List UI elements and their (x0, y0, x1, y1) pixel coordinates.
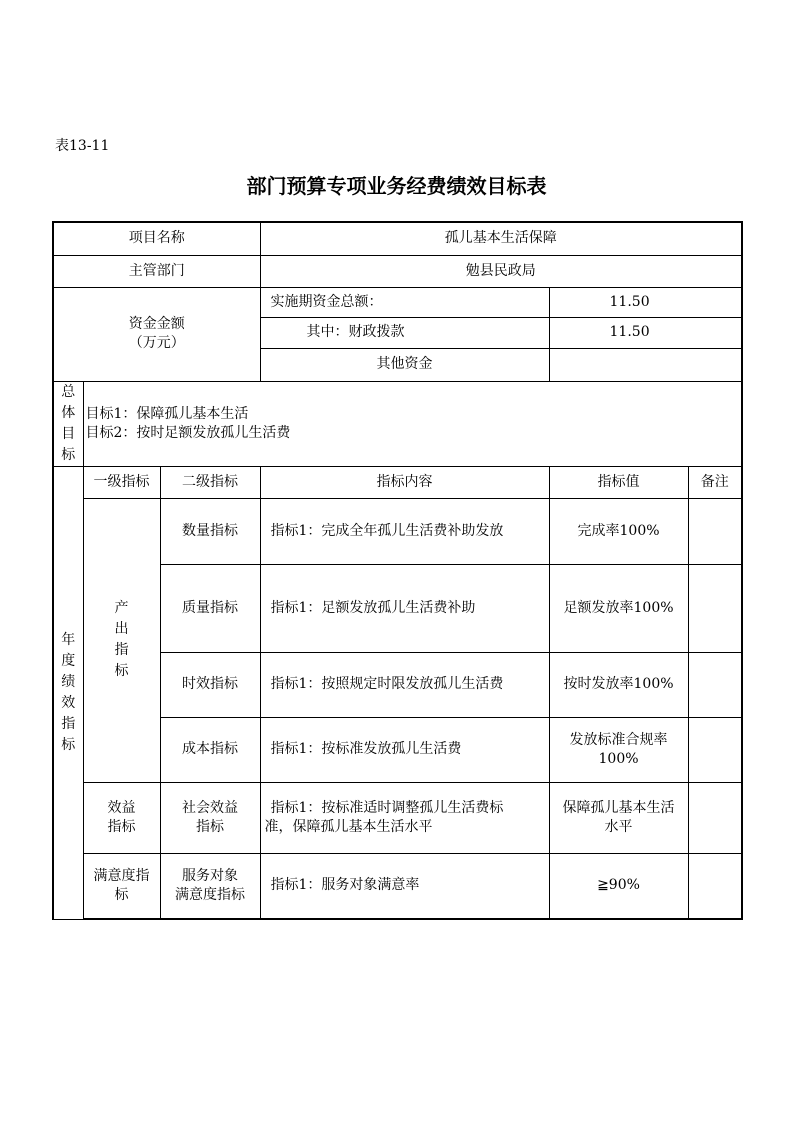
funds-total-value: 11.50 (549, 287, 742, 317)
note-cell (688, 564, 742, 652)
note-cell (688, 717, 742, 782)
output-label-char: 产 (114, 600, 129, 616)
overall-goal-char: 体 (61, 404, 76, 421)
satisfaction-indicator-label (83, 853, 160, 919)
annual-indicator-label (53, 466, 83, 919)
overall-goal-char: 总 (61, 383, 76, 400)
level2-cell (160, 782, 260, 853)
content-cell: 指标1：服务对象满意率 (260, 853, 549, 919)
funds-label-line1: 资金金额 (128, 316, 185, 332)
project-name-value: 孤儿基本生活保障 (260, 222, 742, 255)
level2-cell: 数量指标 (160, 498, 260, 564)
overall-goal-content (83, 381, 742, 466)
value-line1: 发放标准合规率 (569, 731, 668, 748)
level2-line2: 指标 (196, 818, 224, 835)
funds-label-line2: （万元） (128, 335, 185, 351)
content-line1: 指标1：按标准适时调整孤儿生活费标 (270, 799, 504, 816)
note-cell (688, 498, 742, 564)
overall-goal-char: 标 (61, 446, 76, 463)
output-label-char: 标 (114, 663, 129, 679)
annual-label-char: 绩 (61, 673, 76, 690)
table-row (53, 782, 742, 853)
benefit-label-line2: 指标 (107, 818, 136, 835)
header-value: 指标值 (549, 466, 688, 498)
department-label: 主管部门 (53, 255, 260, 287)
annual-label-char: 度 (61, 652, 76, 669)
level2-cell: 时效指标 (160, 652, 260, 717)
funds-label (53, 287, 260, 381)
project-name-label: 项目名称 (53, 222, 260, 255)
annual-label-char: 效 (61, 694, 76, 711)
benefit-indicator-label (83, 782, 160, 853)
header-level2: 二级指标 (160, 466, 260, 498)
annual-label-char: 指 (61, 715, 76, 732)
funds-total-row (53, 287, 742, 317)
header-note: 备注 (688, 466, 742, 498)
page-title: 部门预算专项业务经费绩效目标表 (246, 174, 547, 198)
level2-line1: 服务对象 (182, 867, 238, 884)
goal-line-1: 目标1：保障孤儿基本生活 (85, 405, 249, 422)
value-cell: 完成率100% (549, 498, 688, 564)
project-name-row (53, 222, 742, 255)
satisfaction-label-line2: 标 (114, 886, 129, 903)
content-cell: 指标1：按标准发放孤儿生活费 (260, 717, 549, 782)
value-cell (549, 717, 688, 782)
performance-table (52, 221, 743, 920)
department-value: 勉县民政局 (260, 255, 742, 287)
funds-fiscal-label: 其中：财政拨款 (260, 317, 549, 348)
satisfaction-label-line1: 满意度指 (93, 867, 150, 884)
value-line2: 100% (598, 750, 639, 767)
overall-goal-row (53, 381, 742, 466)
content-cell: 指标1：按照规定时限发放孤儿生活费 (260, 652, 549, 717)
content-cell: 指标1：足额发放孤儿生活费补助 (260, 564, 549, 652)
note-cell (688, 782, 742, 853)
note-cell (688, 652, 742, 717)
funds-total-label: 实施期资金总额： (260, 287, 549, 317)
level2-line2: 满意度指标 (175, 886, 245, 903)
value-cell (549, 782, 688, 853)
overall-goal-label (53, 381, 83, 466)
header-level1: 一级指标 (83, 466, 160, 498)
goal-line-2: 目标2：按时足额发放孤儿生活费 (85, 424, 291, 441)
content-cell (260, 782, 549, 853)
value-cell: 按时发放率100% (549, 652, 688, 717)
annual-label-char: 年 (61, 631, 76, 648)
output-label-char: 指 (114, 642, 129, 658)
value-line1: 保障孤儿基本生活 (562, 799, 675, 816)
output-indicator-label (83, 498, 160, 782)
level2-line1: 社会效益 (182, 799, 238, 816)
department-row (53, 255, 742, 287)
level2-cell (160, 853, 260, 919)
table-row (53, 498, 742, 564)
indicator-header-row (53, 466, 742, 498)
note-cell (688, 853, 742, 919)
funds-other-label: 其他资金 (260, 348, 549, 381)
table-number: 表13-11 (55, 138, 110, 154)
level2-cell: 成本指标 (160, 717, 260, 782)
value-line2: 水平 (604, 818, 633, 835)
header-content: 指标内容 (260, 466, 549, 498)
funds-other-value (549, 348, 742, 381)
benefit-label-line1: 效益 (107, 799, 136, 816)
value-cell: ≧90% (549, 853, 688, 919)
table-row (53, 853, 742, 919)
output-label-char: 出 (114, 621, 129, 637)
annual-label-char: 标 (61, 736, 76, 753)
content-cell: 指标1：完成全年孤儿生活费补助发放 (260, 498, 549, 564)
overall-goal-char: 目 (61, 425, 76, 442)
content-line2: 准，保障孤儿基本生活水平 (264, 818, 433, 835)
funds-fiscal-value: 11.50 (549, 317, 742, 348)
level2-cell: 质量指标 (160, 564, 260, 652)
value-cell: 足额发放率100% (549, 564, 688, 652)
